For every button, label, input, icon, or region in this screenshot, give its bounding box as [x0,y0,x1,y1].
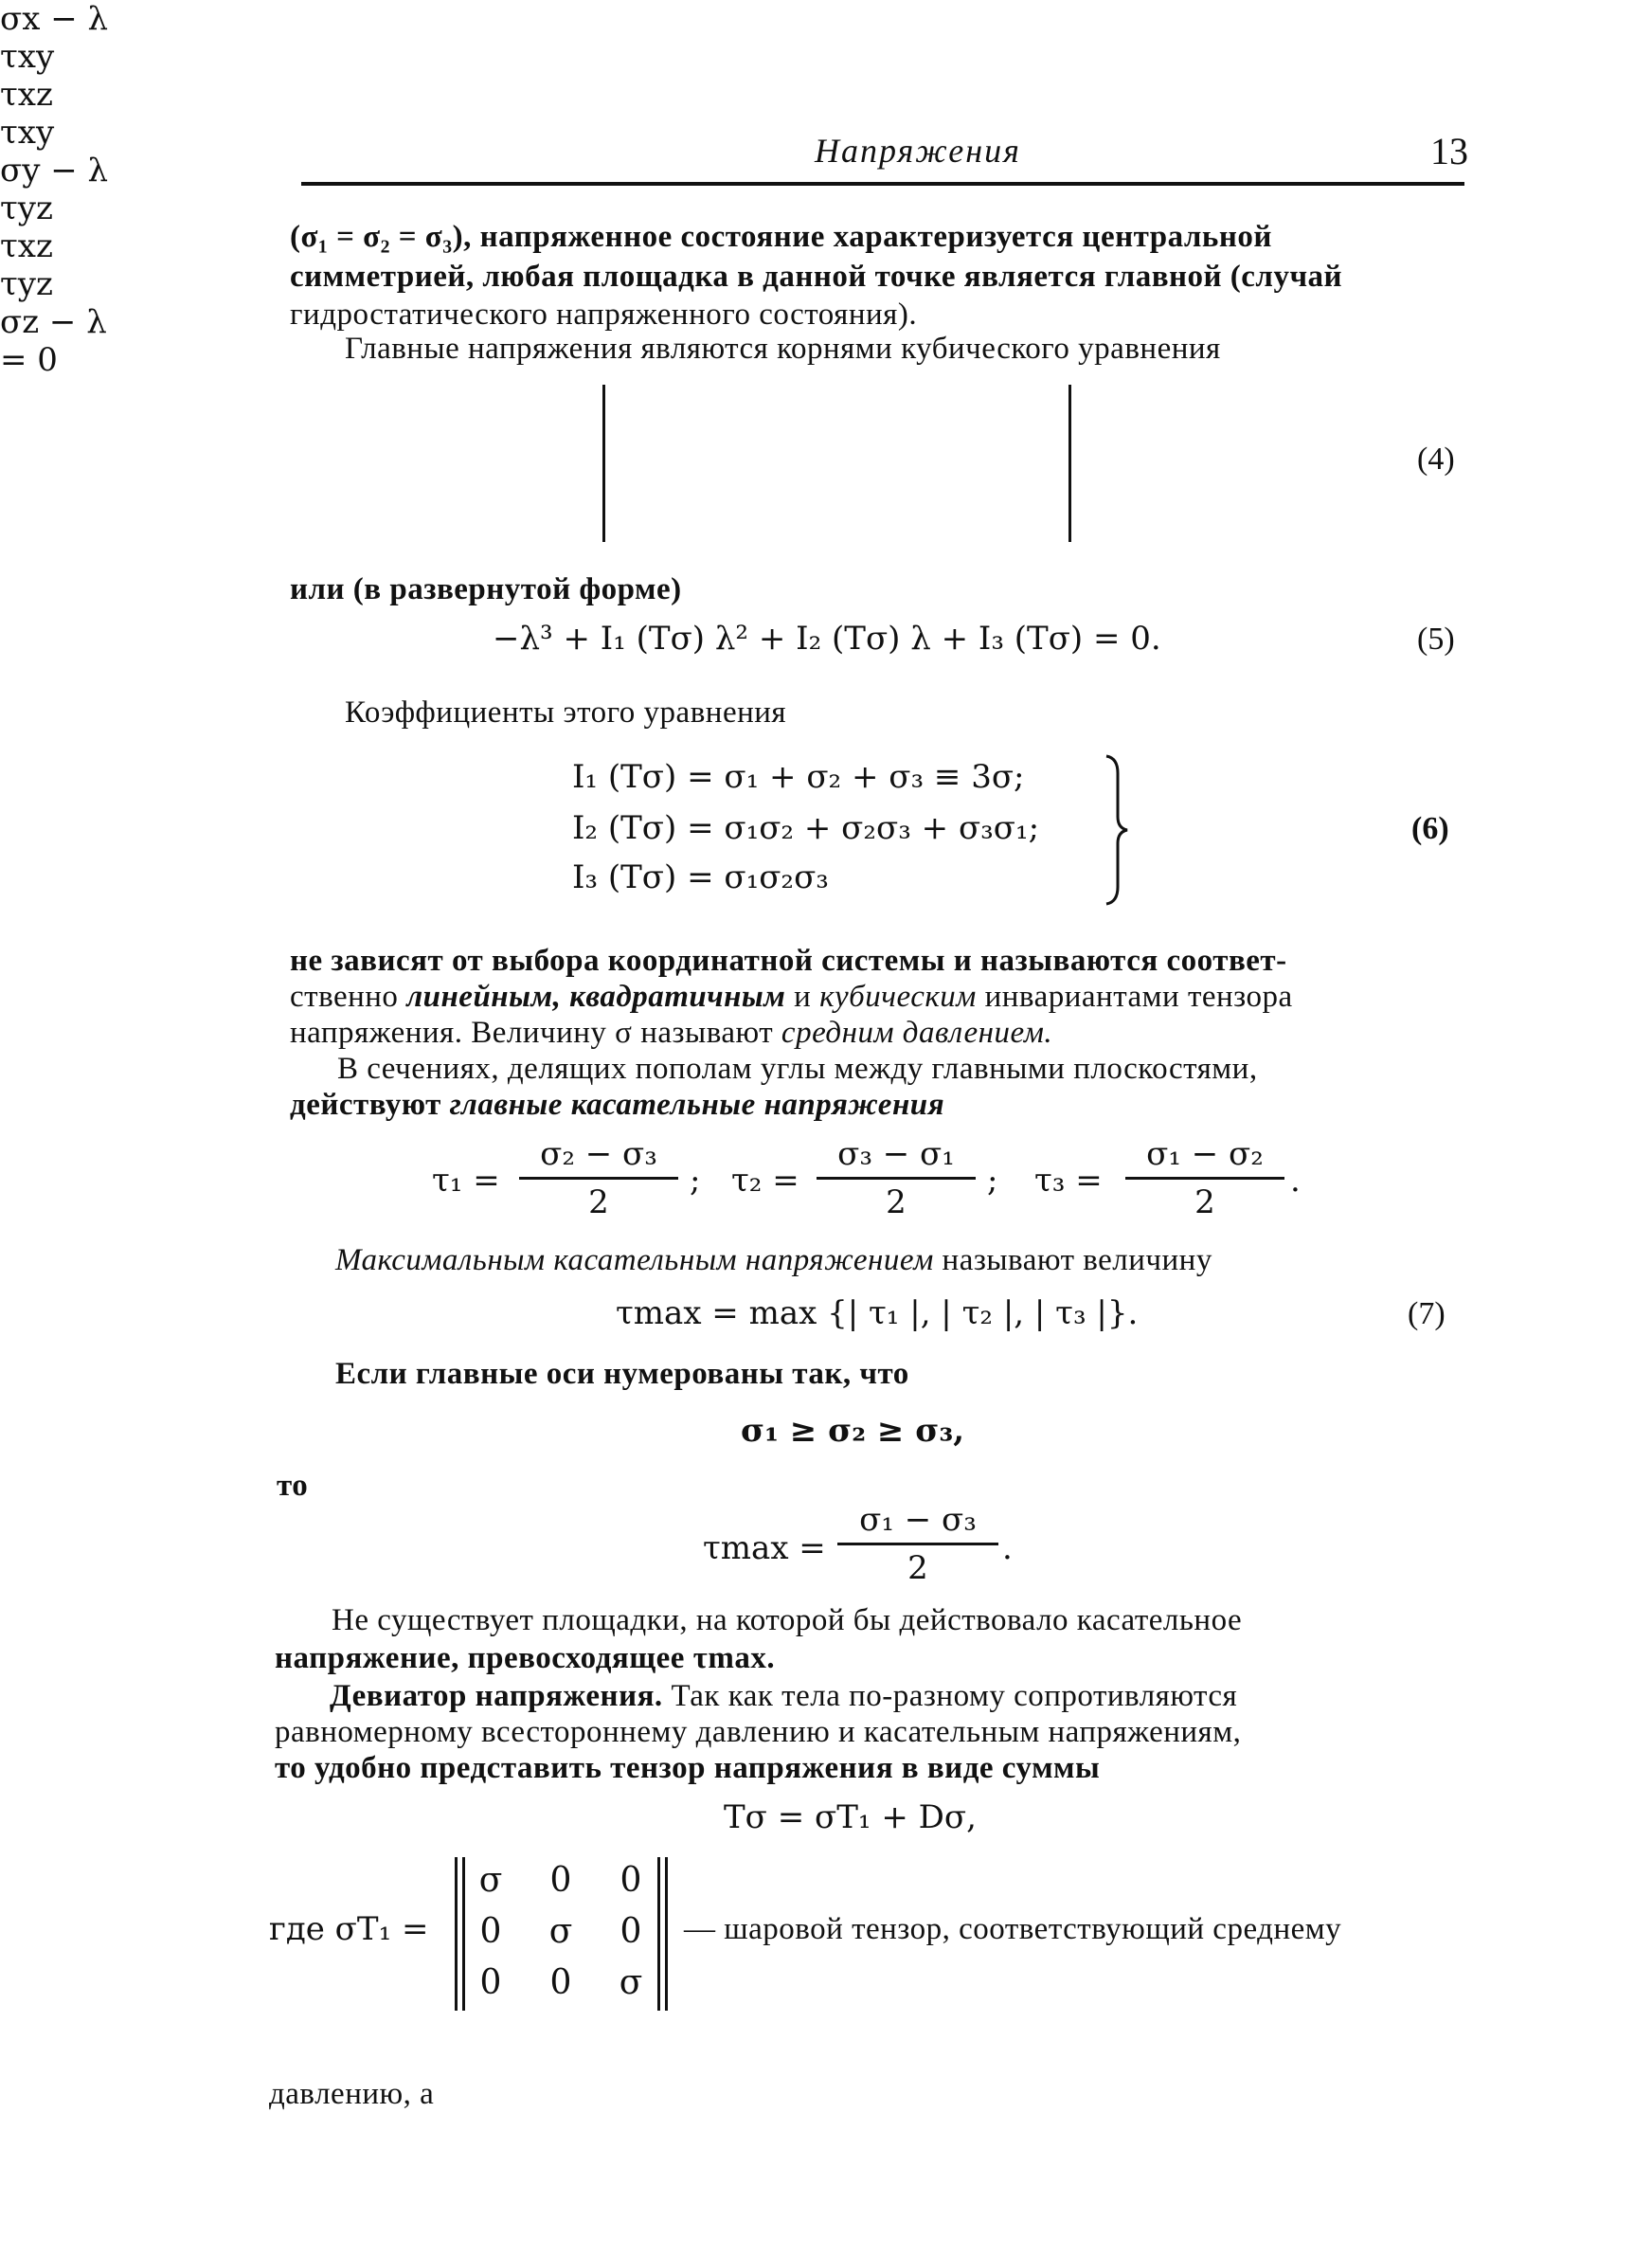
equation-order: σ₁ ≥ σ₂ ≥ σ₃, [741,1412,965,1450]
tau-end: . [1290,1162,1301,1200]
det-cell-3-2: τyz [0,265,53,303]
taumax-denominator: 2 [907,1549,928,1587]
equation-6-number: (6) [1411,811,1449,846]
para5-mean-pressure: средним давлением. [781,1016,1053,1050]
para7-rest: называют величину [942,1243,1212,1277]
equation-7-number: (7) [1408,1296,1446,1331]
para5-line1: не зависят от выбора координатной системы и называются соответ- [290,944,1287,978]
last-line: давлению, а [269,2077,435,2111]
para1-math: (σ₁ = σ₂ = σ₃), [290,220,472,254]
ball-cell-3-2: 0 [549,1963,572,2002]
det-cell-3-3: σz − λ [0,303,107,341]
deviator-heading: Девиатор напряжения. [330,1679,663,1713]
det-cell-2-2: σy − λ [0,152,109,190]
para1-line2: симметрией, любая площадка в данной точке является главной (случай [290,260,1343,294]
ball-prefix: где σT₁ = [269,1910,429,1948]
tau3-bar [1125,1177,1284,1180]
para7-line [335,1243,1212,1278]
para8-text: Если главные оси нумерованы так, что [335,1357,909,1391]
ball-cell-2-3: 0 [620,1912,642,1951]
tau2-fraction [817,1135,976,1221]
taumax-end: . [1002,1529,1013,1567]
eq6-line2: I₂ (Tσ) = σ₁σ₂ + σ₂σ₃ + σ₃σ₁; [572,809,1040,847]
ball-suffix: — шаровой тензор, соответствующий среднему [684,1912,1342,1946]
para2-text: Главные напряжения являются корнями кубического уравнения [345,332,1221,366]
ball-cell-2-2: σ [548,1912,573,1951]
tau-sep-1: ; [690,1162,701,1200]
det-cell-2-1: τxy [0,114,55,152]
tau2-bar [817,1177,976,1180]
para5-line3 [290,1016,1052,1051]
para7-term: Максимальным касательным напряжением [335,1243,934,1277]
det-cell-3-1: τxz [0,227,53,265]
eq6-line1: I₁ (Tσ) = σ₁ + σ₂ + σ₃ ≡ 3σ; [572,758,1025,796]
ball-cell-3-3: σ [619,1963,643,2002]
ball-cell-2-1: 0 [479,1912,502,1951]
taumax-fraction [837,1501,998,1587]
word-to: то [277,1469,309,1503]
tau3-numerator: σ₁ − σ₂ [1146,1135,1264,1173]
tau2-lhs: τ₂ = [731,1162,799,1200]
tau3-fraction [1125,1135,1284,1221]
tau1-bar [519,1177,678,1180]
ball-cell-1-3: 0 [620,1861,642,1900]
eq6-right-brace [1103,754,1131,906]
tau1-denominator: 2 [588,1183,609,1221]
ball-right-bar-2 [665,1857,668,2011]
para5-cubic: кубическим [819,980,977,1014]
det-left-bar [602,385,605,542]
para6-line2 [290,1088,944,1123]
page-number: 13 [1430,130,1468,172]
ball-cell-3-1: 0 [479,1963,502,2002]
para5-line2 [290,980,1293,1015]
para9-line1: Не существует площадки, на которой бы действовало касательное [332,1603,1243,1637]
tau1-fraction [519,1135,678,1221]
para5-terms: линейным, квадратичным [406,980,786,1014]
taumax-lhs: τmax = [703,1529,826,1567]
tau3-lhs: τ₃ = [1034,1162,1103,1200]
taumax-bar [837,1543,998,1545]
para1-line1-text: напряженное состояние характеризуется центральной [479,220,1272,254]
para3-text: или (в развернутой форме) [290,572,682,606]
para1-line3: гидростатического напряженного состояния). [290,298,918,332]
para1-line1 [290,220,1272,255]
taumax-numerator: σ₁ − σ₃ [859,1501,977,1539]
det-rhs: = 0 [0,341,58,379]
para6-deistvuyut: действуют [290,1088,441,1122]
para10-line3: то удобно представить тензор напряжения в виде суммы [275,1751,1101,1785]
equation-5-number: (5) [1417,622,1455,657]
det-cell-1-2: τxy [0,38,55,76]
para6-principal-shear: главные касательные напряжения [449,1088,945,1122]
header-rule [301,182,1464,186]
tau-sep-2: ; [987,1162,998,1200]
ball-cell-1-2: 0 [549,1861,572,1900]
para10-line1-rest: Так как тела по-разному сопротивляются [671,1679,1238,1713]
tau1-numerator: σ₂ − σ₃ [540,1135,657,1173]
para6-line1: В сечениях, делящих пополам углы между главными плоскостями, [337,1052,1258,1086]
det-right-bar [1068,385,1071,542]
equation-7: τmax = max {| τ₁ |, | τ₂ |, | τ₃ |}. [616,1294,1139,1332]
tau3-denominator: 2 [1194,1183,1215,1221]
equation-4-number: (4) [1417,442,1455,477]
para4-text: Коэффициенты этого уравнения [345,695,787,730]
tau2-numerator: σ₃ − σ₁ [837,1135,955,1173]
ball-cell-1-1: σ [478,1861,503,1900]
para5-invariants: инвариантами тензора [984,980,1293,1014]
para10-line1 [330,1679,1237,1714]
para9-line2: напряжение, превосходящее τmax. [275,1641,776,1675]
equation-5: −λ³ + I₁ (Tσ) λ² + I₂ (Tσ) λ + I₃ (Tσ) = 0. [493,620,1161,658]
tau1-lhs: τ₁ = [432,1162,500,1200]
running-header-title: Напряжения [815,132,1021,170]
eq6-line3: I₃ (Tσ) = σ₁σ₂σ₃ [572,858,829,896]
det-cell-1-1: σx − λ [0,0,109,38]
tau2-denominator: 2 [886,1183,907,1221]
para5-ctvenno: ственно [290,980,399,1014]
para10-line2: равномерному всестороннему давлению и касательным напряжениям, [275,1715,1242,1749]
para5-line3-text: напряжения. Величину σ называют [290,1016,774,1050]
para5-i: и [794,980,812,1014]
equation-sum: Tσ = σT₁ + Dσ, [724,1798,977,1836]
det-cell-2-3: τyz [0,190,53,227]
det-cell-1-3: τxz [0,76,53,114]
ball-left-bar-1 [455,1857,458,2011]
